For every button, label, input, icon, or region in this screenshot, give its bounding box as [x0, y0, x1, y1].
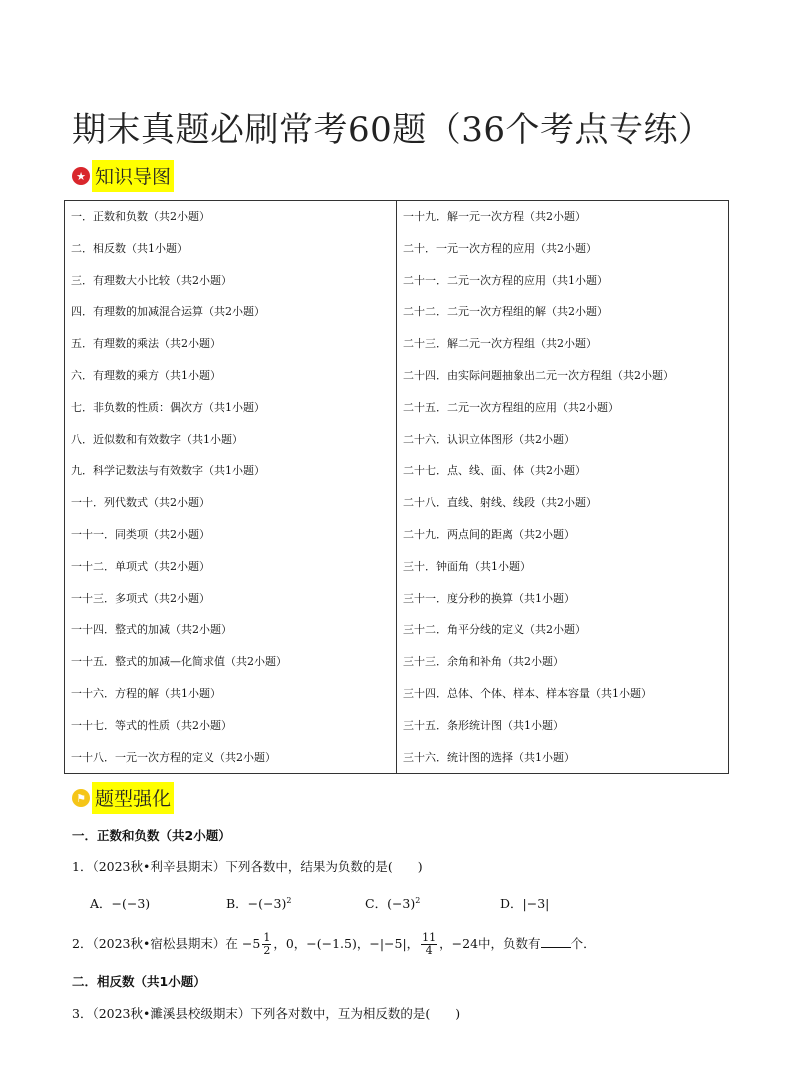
fraction-denominator: 2 [263, 944, 271, 957]
knowledge-item: 一十七．等式的性质（共2小题） [71, 718, 232, 732]
knowledge-item: 六．有理数的乘方（共1小题） [71, 368, 221, 382]
fraction-one-half [262, 932, 271, 957]
mindmap-heading [72, 160, 174, 192]
question-2 [72, 932, 596, 957]
knowledge-item: 七．非负数的性质：偶次方（共1小题） [71, 400, 265, 414]
fraction-numerator: 11 [422, 931, 437, 944]
knowledge-item: 一．正数和负数（共2小题） [71, 210, 210, 223]
question-2-middle: ，0，−(−1.5)，−|−5|， [273, 936, 420, 951]
knowledge-item: 一十九．解一元一次方程（共2小题） [403, 210, 586, 223]
section-heading: 一．正数和负数（共2小题） [72, 828, 231, 843]
knowledge-item: 二十二．二元一次方程组的解（共2小题） [403, 305, 608, 319]
fraction-eleven-quarters [421, 932, 437, 957]
flag-icon: ⚑ [72, 789, 90, 807]
knowledge-item: 二十四．由实际问题抽象出二元一次方程组（共2小题） [403, 368, 674, 382]
knowledge-item: 二十三．解二元一次方程组（共2小题） [403, 337, 597, 351]
question-2-end: 个． [570, 936, 596, 951]
practice-heading-label: 题型强化 [92, 782, 174, 814]
option-c [365, 894, 420, 912]
knowledge-item: 一十四．整式的加减（共2小题） [71, 623, 232, 637]
question-2-suffix: ，−24中，负数有 [439, 936, 541, 951]
fraction-denominator: 4 [425, 944, 433, 957]
section-heading: 二．相反数（共1小题） [72, 974, 206, 989]
knowledge-item: 一十六．方程的解（共1小题） [71, 686, 221, 700]
knowledge-item: 一十五．整式的加减—化简求值（共2小题） [71, 655, 287, 669]
page-title: 期末真题必刷常考60题（36个考点专练） [72, 110, 713, 150]
knowledge-item: 二十九．两点间的距离（共2小题） [403, 527, 575, 541]
knowledge-item: 五．有理数的乘法（共2小题） [71, 337, 221, 351]
option-b [226, 894, 291, 912]
knowledge-item: 二十一．二元一次方程的应用（共1小题） [403, 273, 608, 287]
knowledge-item: 一十二．单项式（共2小题） [71, 559, 210, 573]
knowledge-item: 三．有理数大小比较（共2小题） [71, 273, 232, 287]
option-a: A．−(−3) [90, 896, 151, 911]
option-b-text: B．−(−3) [226, 896, 287, 911]
knowledge-item: 四．有理数的加减混合运算（共2小题） [71, 305, 265, 319]
knowledge-item: 三十一．度分秒的换算（共1小题） [403, 591, 575, 605]
fraction-numerator: 1 [263, 931, 271, 944]
knowledge-item: 二十．一元一次方程的应用（共2小题） [403, 241, 597, 255]
knowledge-item: 三十．钟面角（共1小题） [403, 559, 531, 573]
knowledge-item: 二．相反数（共1小题） [71, 241, 188, 255]
knowledge-item: 二十五．二元一次方程组的应用（共2小题） [403, 400, 619, 414]
mixed-number-whole: −5 [241, 936, 261, 951]
star-icon: ★ [72, 167, 90, 185]
mindmap-heading-label: 知识导图 [92, 160, 174, 192]
knowledge-item: 一十一．同类项（共2小题） [71, 527, 210, 541]
knowledge-item: 一十八．一元一次方程的定义（共2小题） [71, 750, 276, 764]
option-c-text: C．(−3) [365, 896, 416, 911]
question-1: 1．（2023秋•利辛县期末）下列各数中，结果为负数的是( ) [72, 859, 423, 874]
question-2-prefix: 2．（2023秋•宿松县期末）在 [72, 936, 238, 951]
knowledge-item: 八．近似数和有效数字（共1小题） [71, 432, 243, 446]
knowledge-item: 三十六．统计图的选择（共1小题） [403, 750, 575, 764]
exponent: 2 [286, 895, 292, 905]
knowledge-item: 九．科学记数法与有效数字（共1小题） [71, 464, 265, 478]
knowledge-item: 一十．列代数式（共2小题） [71, 496, 210, 510]
exponent: 2 [415, 895, 421, 905]
option-d: D．|−3| [500, 896, 550, 911]
knowledge-item: 二十八．直线、射线、线段（共2小题） [403, 496, 597, 510]
knowledge-column-left [65, 201, 397, 774]
knowledge-item: 一十三．多项式（共2小题） [71, 591, 210, 605]
practice-heading [72, 782, 174, 814]
knowledge-item: 二十六．认识立体图形（共2小题） [403, 432, 575, 446]
knowledge-point-table [64, 200, 729, 774]
question-3: 3．（2023秋•濉溪县校级期末）下列各对数中，互为相反数的是( ) [72, 1006, 461, 1021]
knowledge-item: 二十七．点、线、面、体（共2小题） [403, 464, 586, 478]
knowledge-item: 三十四．总体、个体、样本、样本容量（共1小题） [403, 686, 652, 700]
knowledge-item: 三十五．条形统计图（共1小题） [403, 718, 564, 732]
knowledge-column-right [397, 201, 729, 774]
knowledge-item: 三十二．角平分线的定义（共2小题） [403, 623, 586, 637]
knowledge-item: 三十三．余角和补角（共2小题） [403, 655, 564, 669]
answer-blank[interactable] [541, 935, 571, 948]
